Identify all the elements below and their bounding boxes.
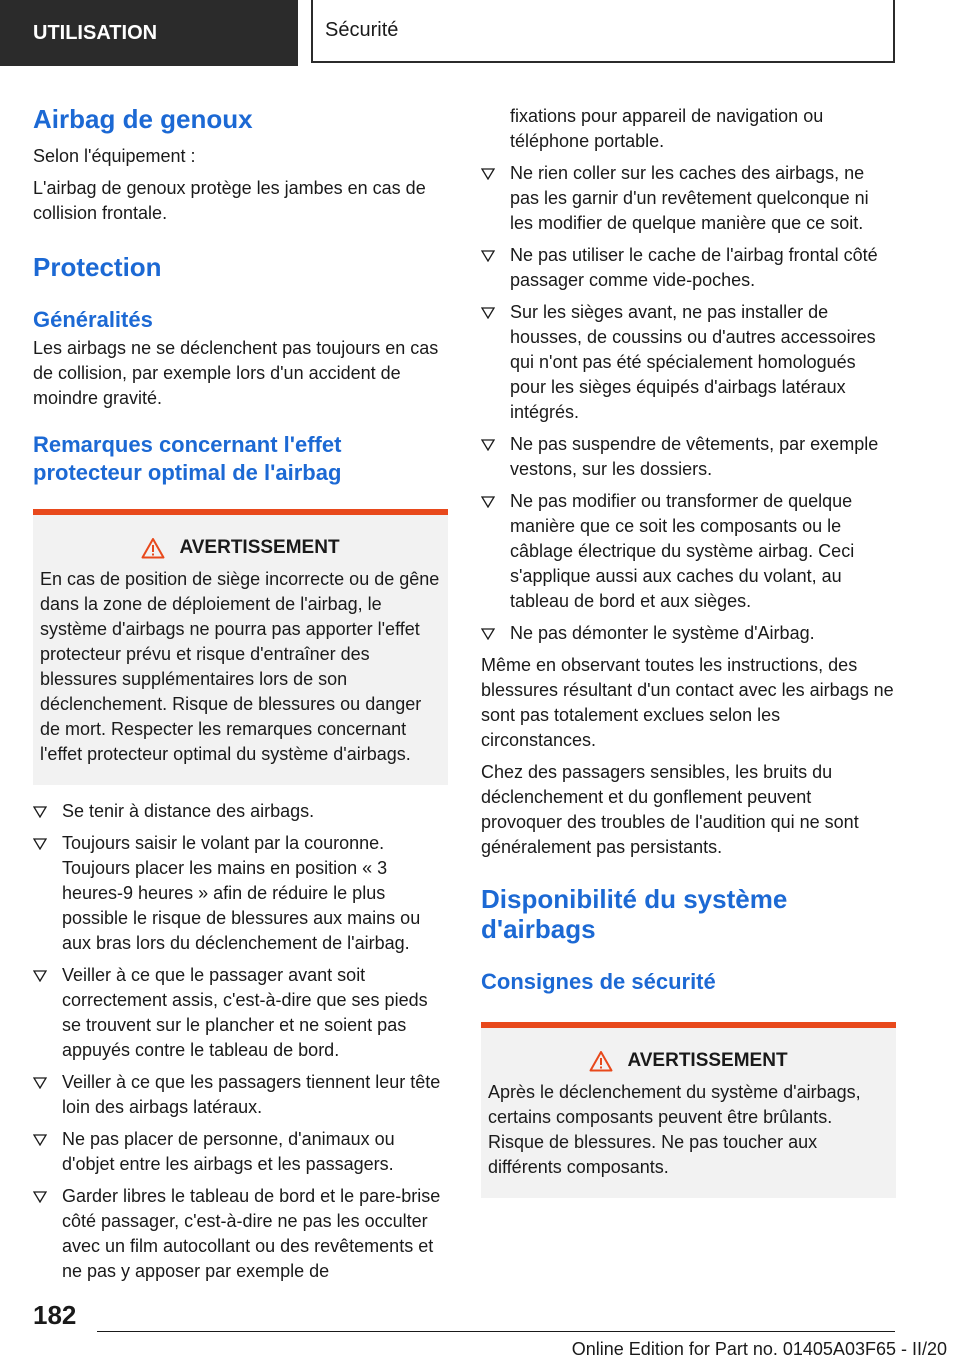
list-item: Sur les sièges avant, ne pas installer de housses, de coussins ou d'autres accessoires qui n'ont pas été spécialement homologués pour les sièges équipés d'airbags latéraux intégrés. — [481, 300, 896, 425]
bullet-triangle-icon — [481, 628, 495, 640]
list-item: Veiller à ce que le passager avant soit correctement assis, c'est-à-dire que ses pieds se trouvent sur le plancher et ne soient pas appuyés contre le tableau de bord. — [33, 963, 448, 1063]
bullet-triangle-icon — [33, 1134, 47, 1146]
paragraph-injuries: Même en observant toutes les instructions, des blessures résultant d'un contact avec les airbags ne sont pas totalement exclues selon les circonstances. — [481, 655, 894, 750]
bullet-triangle-icon — [481, 250, 495, 262]
chapter-title: Sécurité — [313, 0, 893, 61]
heading-availability: Disponibilité du système d'airbags — [481, 884, 788, 944]
warning-triangle-icon — [589, 1050, 613, 1072]
list-item: Garder libres le tableau de bord et le pare-brise côté passager, c'est-à-dire ne pas les occulter avec un film autocollant ou des revêtements et ne pas y apposer par exemple de — [33, 1184, 448, 1284]
right-column — [481, 104, 896, 1198]
footer-divider — [97, 1331, 895, 1332]
warning-title: AVERTISSEMENT — [627, 1050, 788, 1071]
page-number: 182 — [33, 1300, 77, 1330]
bullet-triangle-icon — [33, 1191, 47, 1203]
heading-remarks: Remarques concernant l'effet protecteur optimal de l'airbag — [33, 432, 342, 485]
chapter-tab — [311, 0, 895, 63]
heading-general: Généralités — [33, 307, 153, 332]
warning-header — [488, 1048, 889, 1074]
list-item: Ne pas utiliser le cache de l'airbag frontal côté passager comme vide-poches. — [481, 243, 896, 293]
warning-box — [481, 1022, 896, 1198]
left-column — [33, 100, 448, 1291]
bullet-list — [481, 161, 896, 646]
paragraph-hearing: Chez des passagers sensibles, les bruits du déclenchement et du gonflement peuvent provoquer des troubles de l'audition qui ne sont généralement pas persistants. — [481, 762, 859, 857]
continuation-text: fixations pour appareil de navigation ou téléphone portable. — [510, 106, 824, 151]
warning-triangle-icon — [141, 537, 165, 559]
section-tab: UTILISATION — [0, 0, 298, 66]
bullet-triangle-icon — [481, 307, 495, 319]
list-item: Ne pas placer de personne, d'animaux ou d'objet entre les airbags et les passagers. — [33, 1127, 448, 1177]
warning-title: AVERTISSEMENT — [179, 537, 340, 558]
list-item: Toujours saisir le volant par la couronne. Toujours placer les mains en position « 3 heures-9 heures » afin de réduire le plus possible le risque de blessures aux mains ou aux bras lors du déclenchement de l'airbag. — [33, 831, 448, 956]
list-item: Se tenir à distance des airbags. — [33, 799, 448, 824]
list-item: Veiller à ce que les passagers tiennent leur tête loin des airbags latéraux. — [33, 1070, 448, 1120]
page-header — [0, 0, 960, 66]
bullet-triangle-icon — [33, 838, 47, 850]
bullet-list — [33, 799, 448, 1284]
heading-knee-airbag: Airbag de genoux — [33, 104, 253, 134]
edition-note: Online Edition for Part no. 01405A03F65 - II/20 — [571, 1339, 947, 1359]
bullet-triangle-icon — [481, 496, 495, 508]
bullet-triangle-icon — [33, 806, 47, 818]
warning-header — [40, 535, 441, 561]
warning-text: Après le déclenchement du système d'airbags, certains composants peuvent être brûlants. Risque de blessures. Ne pas toucher aux différents composants. — [488, 1082, 861, 1177]
warning-text: En cas de position de siège incorrecte ou de gêne dans la zone de déploiement de l'airbag, le système d'airbags ne pourra pas apporter l'effet protecteur prévu et risque d'entraîner des blessures supplémentaires lors de son déclenchement. Risque de blessures ou danger de mort. Respecter les remarques concernant l'effet protecteur optimal du système d'airbags. — [40, 569, 440, 764]
bullet-triangle-icon — [33, 1077, 47, 1089]
bullet-triangle-icon — [33, 970, 47, 982]
list-item: Ne pas modifier ou transformer de quelque manière que ce soit les composants ou le câblage électrique du système airbag. Ceci s'applique aussi aux caches du volant, au tableau de bord et aux sièges. — [481, 489, 896, 614]
list-item: Ne pas suspendre de vêtements, par exemple vestons, sur les dossiers. — [481, 432, 896, 482]
heading-safety: Consignes de sécurité — [481, 969, 716, 994]
bullet-triangle-icon — [481, 439, 495, 451]
list-item: Ne pas démonter le système d'Airbag. — [481, 621, 896, 646]
general-text: Les airbags ne se déclenchent pas toujours en cas de collision, par exemple lors d'un accident de moindre gravité. — [33, 338, 439, 408]
warning-box — [33, 509, 448, 785]
equipment-note: Selon l'équipement : — [33, 146, 196, 166]
bullet-triangle-icon — [481, 168, 495, 180]
heading-protection: Protection — [33, 252, 162, 282]
list-item: Ne rien coller sur les caches des airbags, ne pas les garnir d'un revêtement quelconque ni les modifier de quelque manière que ce soit. — [481, 161, 896, 236]
knee-airbag-text: L'airbag de genoux protège les jambes en cas de collision frontale. — [33, 178, 426, 223]
